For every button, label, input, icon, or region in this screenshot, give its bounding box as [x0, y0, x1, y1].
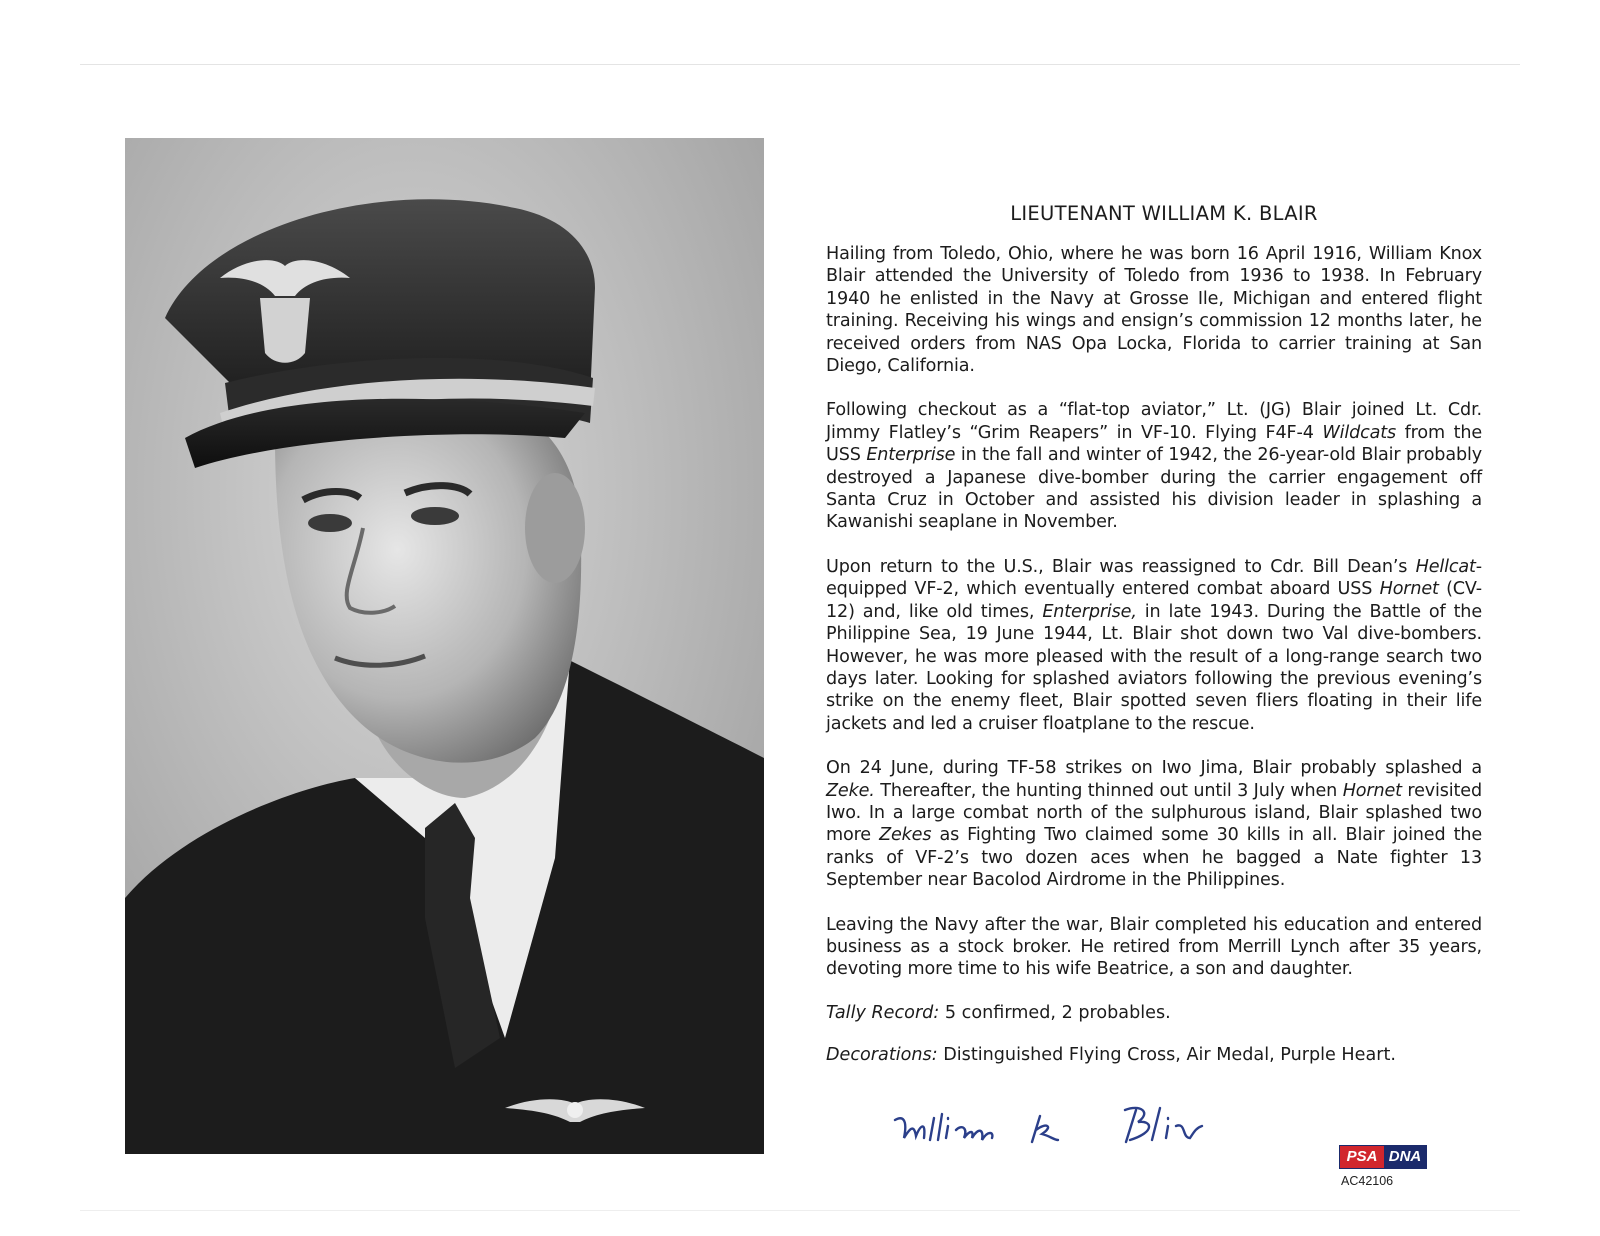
top-divider: [80, 64, 1520, 65]
paragraph-text: in late 1943. During the Battle of the Philippine Sea, 19 June 1944, Lt. Blair shot down two Val dive-bombers. However, he was more pleased with the result of a long-range search two days later. Looking for splashed aviators following the previous evening’s strike on the enemy fleet, Blair spotted seven fliers floating in their life jackets and led a cruiser floatplane to the rescue.: [826, 601, 1482, 734]
biography-paragraph: [826, 914, 1482, 981]
authentication-sticker: [1339, 1145, 1429, 1197]
biography-text: [826, 202, 1482, 1087]
paragraph-text: (CV-12) and, like old times,: [826, 579, 1482, 622]
signature-handwriting-icon: [890, 1098, 1250, 1158]
italic-term: Zeke.: [826, 780, 875, 801]
signature: [890, 1098, 1250, 1158]
paragraph-text: Hailing from Toledo, Ohio, where he was born 16 April 1916, William Knox Blair attended the University of Toledo from 1936 to 1938. In February 1940 he enlisted in the Navy at Grosse Ile, Michigan and entered flight training. Receiving his wings and ensign’s commission 12 months later, he received orders from NAS Opa Locka, Florida to carrier training at San Diego, California.: [826, 244, 1482, 377]
tally-record: [826, 1003, 1482, 1023]
dna-logo-part: DNA: [1384, 1146, 1426, 1168]
biography-paragraph: [826, 556, 1482, 735]
italic-term: Hornet: [1379, 579, 1439, 600]
bottom-divider: [80, 1210, 1520, 1211]
portrait-photo: [125, 138, 764, 1154]
paragraph-text: revisited Iwo. In a large combat north of the sulphurous island, Blair splashed two more: [826, 780, 1482, 846]
psa-logo-part: PSA: [1340, 1146, 1384, 1168]
paragraph-text: On 24 June, during TF-58 strikes on Iwo Jima, Blair probably splashed a: [826, 758, 1482, 779]
biography-paragraph: [826, 243, 1482, 377]
biography-paragraph: [826, 399, 1482, 533]
page-title: LIEUTENANT WILLIAM K. BLAIR: [1010, 202, 1318, 225]
paragraph-text: as Fighting Two claimed some 30 kills in all. Blair joined the ranks of VF-2’s two dozen aces when he bagged a Nate fighter 13 September near Bacolod Airdrome in the Philippines.: [826, 825, 1483, 891]
portrait-illustration: [125, 138, 764, 1154]
decorations-label: Decorations:: [826, 1044, 938, 1065]
italic-term: Hellcat: [1415, 556, 1476, 577]
paragraph-text: Leaving the Navy after the war, Blair completed his education and entered business as a stock broker. He retired from Merrill Lynch after 35 years, devoting more time to his wife Beatrice, a son and daughter.: [826, 914, 1482, 980]
paragraph-text: Following checkout as a “flat-top aviator,” Lt. (JG) Blair joined Lt. Cdr. Jimmy Flatley’s “Grim Reapers” in VF-10. Flying F4F-4: [826, 400, 1482, 443]
tally-value: 5 confirmed, 2 probables.: [939, 1002, 1171, 1023]
italic-term: Zekes: [879, 825, 932, 846]
paragraph-text: Upon return to the U.S., Blair was reassigned to Cdr. Bill Dean’s: [826, 556, 1416, 577]
psa-dna-logo: [1339, 1145, 1427, 1169]
biography-paragraphs: [826, 243, 1482, 981]
paragraph-text: in the fall and winter of 1942, the 26-year-old Blair probably destroyed a Japanese dive-bomber during the carrier engagement off Santa Cruz in October and assisted his division leader in splashing a Kawanishi seaplane in November.: [826, 445, 1482, 533]
decorations-value: Distinguished Flying Cross, Air Medal, Purple Heart.: [937, 1044, 1396, 1065]
tally-label: Tally Record:: [826, 1002, 940, 1023]
italic-term: Wildcats: [1322, 422, 1397, 443]
decorations: [826, 1045, 1482, 1065]
biography-paragraph: [826, 757, 1482, 891]
paragraph-text: from the USS: [826, 422, 1482, 466]
authentication-code: AC42106: [1341, 1174, 1394, 1188]
italic-term: Enterprise: [866, 445, 956, 466]
paragraph-text: Thereafter, the hunting thinned out until 3 July when: [874, 780, 1343, 801]
italic-term: Enterprise,: [1042, 601, 1137, 622]
paragraph-text: -equipped VF-2, which eventually entered combat aboard USS: [826, 556, 1482, 600]
italic-term: Hornet: [1342, 780, 1402, 801]
